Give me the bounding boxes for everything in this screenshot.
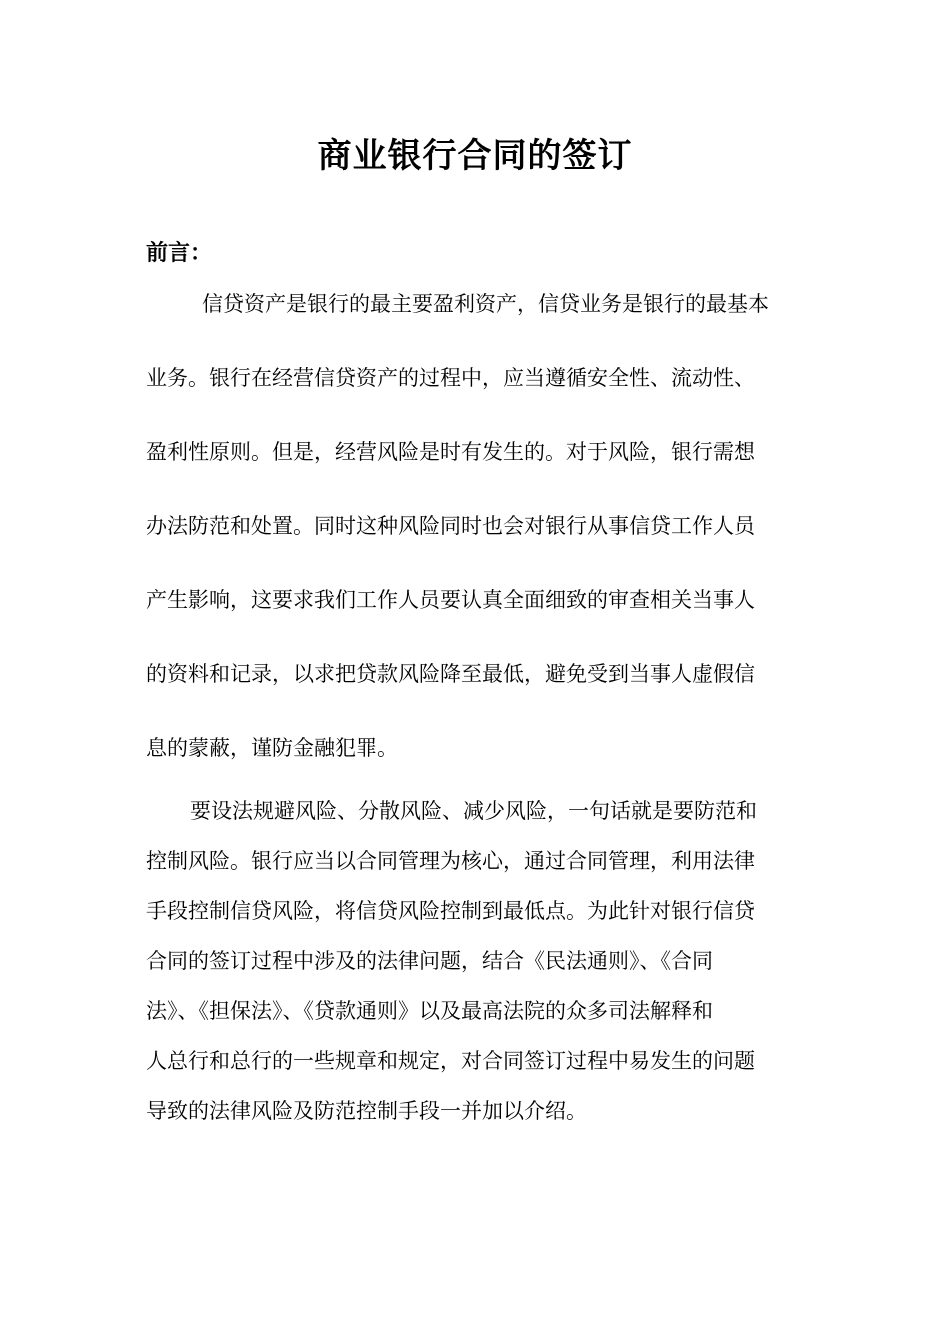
preface-heading: 前言：	[146, 240, 213, 266]
paragraph-line: 要设法规避风险、分散风险、减少风险，一句话就是要防范和	[190, 799, 757, 823]
paragraph-line: 产生影响，这要求我们工作人员要认真全面细致的审查相关当事人	[146, 588, 755, 612]
paragraph-line: 办法防范和处置。同时这种风险同时也会对银行从事信贷工作人员	[146, 514, 755, 538]
paragraph-line: 的资料和记录，以求把贷款风险降至最低，避免受到当事人虚假信	[146, 662, 755, 686]
document-title: 商业银行合同的签订	[317, 136, 633, 176]
paragraph-line: 业务。银行在经营信贷资产的过程中，应当遵循安全性、流动性、	[146, 366, 755, 390]
paragraph-line: 盈利性原则。但是，经营风险是时有发生的。对于风险，银行需想	[146, 440, 755, 464]
paragraph-line: 法》、《担保法》、《贷款通则》以及最高法院的众多司法解释和	[146, 999, 713, 1023]
paragraph-line: 息的蒙蔽，谨防金融犯罪。	[146, 736, 398, 760]
paragraph-line: 合同的签订过程中涉及的法律问题，结合《民法通则》、《合同	[146, 949, 713, 973]
paragraph-line: 人总行和总行的一些规章和规定，对合同签订过程中易发生的问题	[146, 1049, 755, 1073]
paragraph-line: 信贷资产是银行的最主要盈利资产，信贷业务是银行的最基本	[202, 292, 769, 316]
paragraph-line: 控制风险。银行应当以合同管理为核心，通过合同管理，利用法律	[146, 849, 755, 873]
paragraph-line: 导致的法律风险及防范控制手段一并加以介绍。	[146, 1099, 587, 1123]
paragraph-line: 手段控制信贷风险，将信贷风险控制到最低点。为此针对银行信贷	[146, 899, 755, 923]
